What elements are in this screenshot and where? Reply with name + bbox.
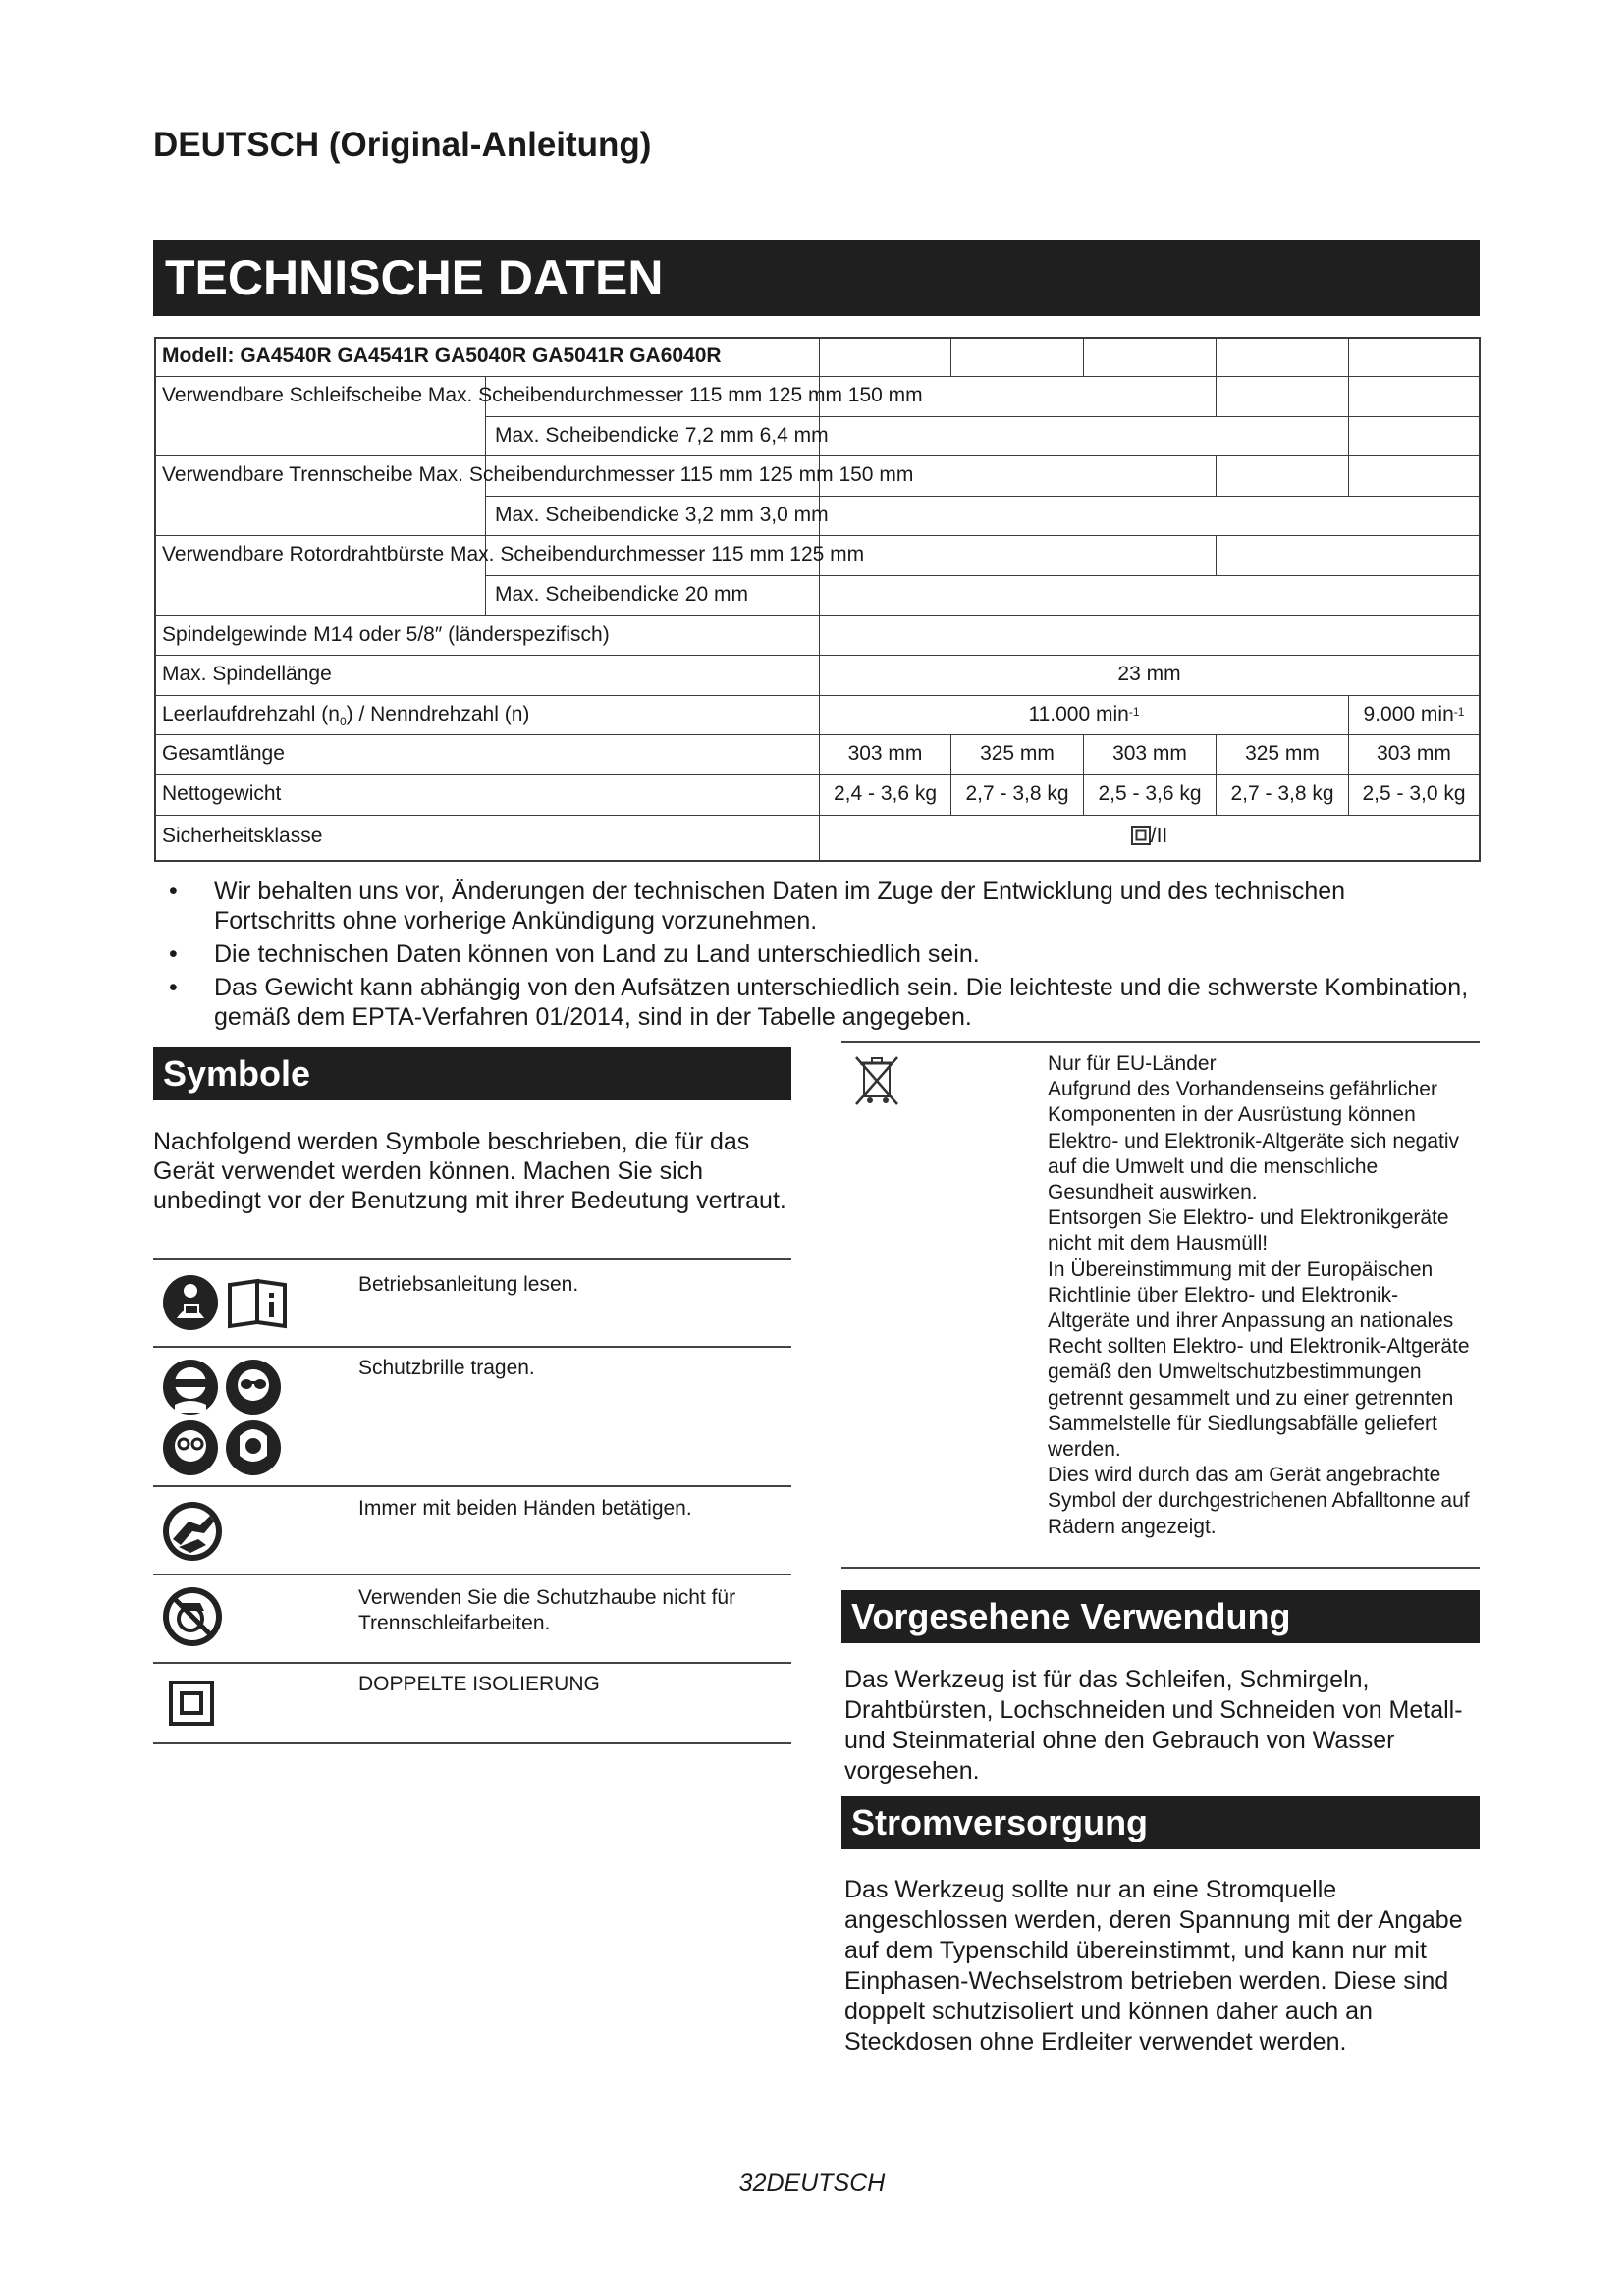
length-value: 325 mm — [1245, 742, 1320, 765]
cutting-disc-thickness: Max. Scheibendicke 3,2 mm 3,0 mm — [495, 504, 829, 526]
intended-use-text: Das Werkzeug ist für das Schleifen, Schmirgeln, Drahtbürsten, Lochschneiden und Schneiden von Metall- und Steinmaterial ohne den Gebrauch von Wasser vorgesehen. — [844, 1666, 1463, 1785]
symbols-banner: Symbole — [153, 1047, 791, 1100]
double-insulation-small-icon — [1131, 826, 1151, 845]
length-value: 325 mm — [980, 742, 1055, 765]
weight-value: 2,5 - 3,6 kg — [1098, 782, 1202, 805]
weight-value: 2,7 - 3,8 kg — [1230, 782, 1334, 805]
weight-value: 2,5 - 3,0 kg — [1362, 782, 1466, 805]
symbol-text-eye-protection: Schutzbrille tragen. — [358, 1357, 535, 1379]
page-language-title: DEUTSCH (Original-Anleitung) — [153, 126, 652, 164]
weight-value: 2,7 - 3,8 kg — [965, 782, 1069, 805]
speed-value-main: 11.000 $\min^{-1}$ — [1028, 703, 1140, 725]
eye-protection-icon — [161, 1358, 285, 1477]
wire-brush-row: Verwendbare Rotordrahtbürste Max. Scheibendurchmesser 115 mm 125 mm — [162, 543, 865, 565]
safety-class-label: Sicherheitsklasse — [162, 825, 323, 847]
grinding-disc-row: Verwendbare Schleifscheibe Max. Scheibendurchmesser 115 mm 125 mm 150 mm — [162, 384, 923, 406]
read-manual-icon — [161, 1273, 298, 1332]
power-supply-text: Das Werkzeug sollte nur an eine Stromquelle angeschlossen werden, deren Spannung mit der Angabe auf dem Typenschild übereinstimmt, und kann nur mit Einphasen-Wechselstrom betrieben werden. Diese sind doppelt schutzisoliert und können daher auch an Steckdosen ohne Erdleiter verwendet werden. — [844, 1876, 1463, 2056]
symbol-text-two-hands: Immer mit beiden Händen betätigen. — [358, 1497, 692, 1520]
length-value: 303 mm — [1377, 742, 1451, 765]
spindle-length-label: Max. Spindellänge — [162, 663, 332, 685]
technical-data-banner: TECHNISCHE DATEN — [153, 240, 1480, 316]
spec-notes — [153, 877, 1469, 1036]
cutting-disc-row: Verwendbare Trennscheibe Max. Scheibendurchmesser 115 mm 125 mm 150 mm — [162, 463, 914, 486]
symbol-text-double-insulation: DOPPELTE ISOLIERUNG — [358, 1673, 600, 1695]
grinding-disc-thickness: Max. Scheibendicke 7,2 mm 6,4 mm — [495, 424, 829, 447]
length-value: 303 mm — [1112, 742, 1187, 765]
weight-value: 2,4 - 3,6 kg — [833, 782, 938, 805]
speed-label: Leerlaufdrehzahl $(n_0)$ / Nenndrehzahl (n) — [162, 703, 530, 729]
safety-class-value: /II — [820, 824, 1479, 849]
net-weight-label: Nettogewicht — [162, 782, 282, 805]
weee-text: Nur für EU-Länder Aufgrund des Vorhandenseins gefährlicher Komponenten in der Ausrüstung können Elektro- und Elektronik-Altgeräte sich negativ auf die Umwelt und die menschliche Gesundheit auswirken. Entsorgen Sie Elektro- und Elektronikgeräte nicht mit dem Hausmüll! In Übereinstimmung mit der Europäischen Richtlinie über Elektro- und Elektronik-Altgeräte und ihrer Anpassung an nationales Recht sollten Elektro- und Elektronik-Altgeräte gemäß den Umweltschutzbestimmungen getrennt gesammelt und zu einer getrennten Sammelstelle für Siedlungsabfälle geliefert werden. Dies wird durch das am Gerät angebrachte Symbol der durchgestrichenen Abfalltonne auf Rädern angezeigt. — [1048, 1052, 1470, 1538]
crossed-bin-icon — [852, 1053, 901, 1108]
total-length-label: Gesamtlänge — [162, 742, 285, 765]
two-hands-icon — [161, 1500, 224, 1563]
speed-value-gs6040: 9.000 $\min^{-1}$ — [1363, 703, 1465, 725]
spindle-length-value: 23 mm — [1117, 663, 1181, 685]
note-item: • Die technischen Daten können von Land zu Land unterschiedlich sein. — [169, 940, 980, 968]
spec-table — [154, 337, 1481, 862]
intended-use-banner: Vorgesehene Verwendung — [841, 1590, 1480, 1643]
model-row: Modell: GA4540R GA4541R GA5040R GA5041R GA6040R — [162, 345, 722, 367]
note-item: • Wir behalten uns vor, Änderungen der technischen Daten im Zuge der Entwicklung und des technischen Fortschritts ohne vorherige Ankündigung vorzunehmen. — [169, 878, 1346, 934]
symbol-text-read-manual: Betriebsanleitung lesen. — [358, 1273, 579, 1296]
page-footer: 32DEUTSCH — [738, 2169, 886, 2197]
symbol-text-no-guard: Verwenden Sie die Schutzhaube nicht für Trennschleifarbeiten. — [358, 1586, 736, 1634]
note-item: • Das Gewicht kann abhängig von den Aufsätzen unterschiedlich sein. Die leichteste und die schwerste Kombination, gemäß dem EPTA-Verfahren 01/2014, sind in der Tabelle angegeben. — [169, 974, 1469, 1031]
length-value: 303 mm — [847, 742, 923, 765]
double-insulation-icon — [169, 1681, 214, 1726]
no-guard-cutting-icon — [161, 1585, 224, 1648]
wire-brush-thickness: Max. Scheibendicke 20 mm — [495, 583, 748, 606]
power-supply-banner: Stromversorgung — [841, 1796, 1480, 1849]
symbols-intro: Nachfolgend werden Symbole beschrieben, die für das Gerät verwendet werden können. Machen Sie sich unbedingt vor der Benutzung mit ihrer Bedeutung vertraut. — [153, 1128, 786, 1214]
spindle-thread-row: Spindelgewinde M14 oder 5/8″ (länderspezifisch) — [162, 623, 610, 646]
